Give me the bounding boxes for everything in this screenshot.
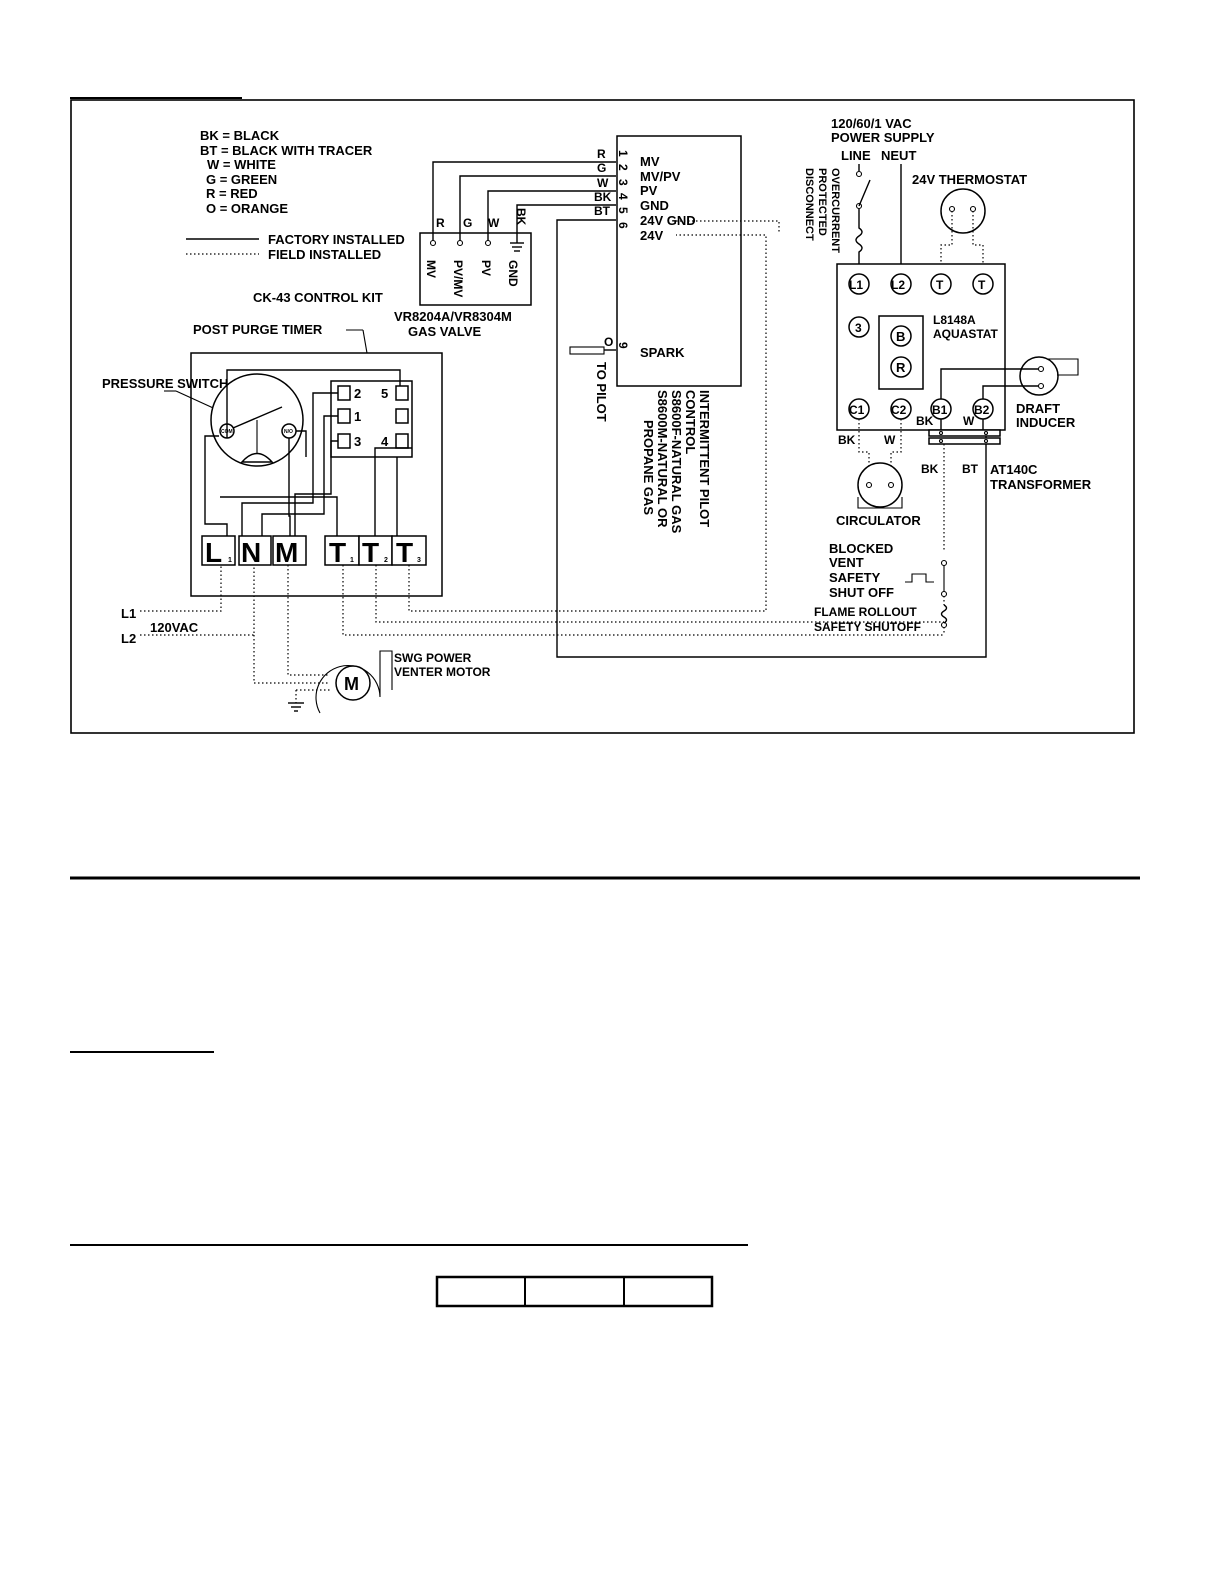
aquastat-model: L8148A	[933, 313, 976, 327]
legend-item: BT = BLACK WITH TRACER	[200, 143, 373, 158]
control-terminal-label: MV	[640, 154, 660, 169]
transformer-label: TRANSFORMER	[990, 477, 1092, 492]
empty-table	[437, 1277, 712, 1306]
line-label: LINE	[841, 148, 871, 163]
transformer	[921, 419, 1092, 550]
legend-item: BK = BLACK	[200, 128, 280, 143]
terminal-letter: M	[275, 537, 299, 568]
control-wire-color: W	[597, 176, 609, 190]
valve-wire-label: BK	[514, 208, 528, 226]
l2-label: L2	[121, 631, 137, 646]
flame-rollout-label: FLAME ROLLOUT	[814, 605, 917, 619]
draft-inducer-label: INDUCER	[1016, 415, 1076, 430]
spark-pin: 9	[616, 342, 630, 349]
thermostat-label: 24V THERMOSTAT	[912, 172, 1028, 187]
terminal-sub: 3	[417, 557, 421, 564]
com-label: COM	[221, 429, 233, 435]
circulator	[836, 419, 921, 528]
terminal-letter: T	[329, 537, 347, 568]
terminal-sub: 1	[228, 557, 232, 564]
timer-pin: 2	[354, 386, 362, 401]
ignition-control	[570, 136, 741, 534]
control-kit	[102, 290, 442, 596]
control-title-line: CONTROL	[683, 390, 698, 455]
motor-letter: M	[344, 674, 359, 694]
spark-wire-color: O	[604, 335, 614, 349]
power-supply-line2: POWER SUPPLY	[831, 130, 935, 145]
control-terminal-label: 24V	[640, 228, 664, 243]
control-wire-color: BK	[594, 190, 612, 204]
timer-pin: 4	[381, 434, 389, 449]
control-pin: 3	[616, 179, 630, 186]
thermostat	[912, 172, 1027, 274]
venter-motor	[316, 651, 491, 713]
terminal-letter: N	[241, 537, 262, 568]
aquastat-terminal: L2	[891, 278, 906, 292]
control-pin: 5	[616, 207, 630, 214]
disconnect-label: OVERCURRENT	[829, 168, 841, 253]
post-purge-timer-label: POST PURGE TIMER	[193, 322, 323, 337]
terminal-letter: L	[205, 537, 223, 568]
aquastat-name: AQUASTAT	[933, 327, 998, 341]
blocked-vent-label: SHUT OFF	[829, 585, 894, 600]
control-title-line: S8600M-NATURAL OR	[655, 390, 670, 528]
legend-item: O = ORANGE	[206, 201, 288, 216]
motor-label: VENTER MOTOR	[394, 665, 491, 679]
transformer-label: AT140C	[990, 462, 1038, 477]
valve-wire-label: G	[463, 216, 473, 230]
timer-pin: 5	[381, 386, 389, 401]
control-wire-color: BT	[594, 204, 610, 218]
pilot-electrode	[570, 347, 604, 354]
factory-installed-label: FACTORY INSTALLED	[268, 232, 405, 247]
valve-wire-label: W	[488, 216, 500, 230]
control-terminal-label: 24V GND	[640, 213, 696, 228]
circulator-circle	[858, 463, 902, 507]
aquastat-terminal: L1	[849, 278, 864, 292]
neut-label: NEUT	[881, 148, 917, 163]
to-pilot-label: TO PILOT	[594, 362, 609, 422]
control-terminal-label: MV/PV	[640, 169, 681, 184]
aquastat	[837, 264, 1005, 430]
valve-terminal: GND	[506, 260, 520, 287]
blocked-vent-label: SAFETY	[829, 570, 881, 585]
control-kit-label: CK-43 CONTROL KIT	[253, 290, 383, 305]
timer-pin: 1	[354, 409, 362, 424]
legend-item: G = GREEN	[206, 172, 278, 187]
terminal-letter: T	[362, 537, 380, 568]
control-pin: 6	[616, 222, 630, 229]
control-wire-color: G	[597, 161, 607, 175]
valve-terminal: PV	[479, 260, 493, 277]
aquastat-terminal: C2	[891, 403, 907, 417]
aquastat-terminal: B1	[932, 403, 948, 417]
blocked-vent-label: BLOCKED	[829, 541, 894, 556]
motor-label: SWG POWER	[394, 651, 472, 665]
control-pin: 2	[616, 164, 630, 171]
valve-control-wires	[433, 162, 616, 241]
control-terminal-label: GND	[640, 198, 669, 213]
aquastat-terminal: B2	[974, 403, 990, 417]
blocked-vent-label: VENT	[829, 555, 864, 570]
line-style-legend	[186, 232, 405, 262]
terminal-sub: 2	[384, 557, 388, 564]
control-pin: 4	[616, 193, 630, 200]
disconnect-label: PROTECTED	[816, 168, 828, 236]
valve-terminal: MV	[424, 260, 438, 278]
transformer-bt: BT	[962, 462, 978, 476]
gas-valve-model: VR8204A/VR8304M	[394, 309, 512, 324]
no-label: N/O	[284, 429, 293, 435]
l1-label: L1	[121, 606, 137, 621]
color-legend	[200, 128, 373, 216]
gas-valve-name: GAS VALVE	[408, 324, 482, 339]
transformer-bk: BK	[921, 462, 939, 476]
flame-rollout-label: SAFETY SHUTOFF	[814, 620, 921, 634]
power-supply	[803, 116, 935, 273]
valve-wire-label: R	[436, 216, 445, 230]
safety-switches	[814, 541, 947, 635]
control-wire-color: R	[597, 147, 606, 161]
draft-w-label: W	[963, 414, 975, 428]
field-installed-label: FIELD INSTALLED	[268, 247, 382, 262]
draft-bk-label: BK	[916, 414, 934, 428]
aquastat-terminal: C1	[849, 403, 865, 417]
power-supply-line1: 120/60/1 VAC	[831, 116, 912, 131]
control-terminal-label: PV	[640, 183, 658, 198]
aquastat-b: B	[896, 329, 906, 344]
aquastat-three: 3	[855, 321, 862, 335]
control-pin: 1	[616, 150, 630, 157]
draft-inducer-circle	[1020, 357, 1058, 395]
aquastat-terminal: T	[978, 278, 986, 292]
spark-label: SPARK	[640, 345, 685, 360]
circulator-label: CIRCULATOR	[836, 513, 921, 528]
circulator-w: W	[884, 433, 896, 447]
valve-terminal: PV/MV	[451, 260, 465, 298]
gas-valve	[394, 208, 531, 339]
voltage-label: 120VAC	[150, 620, 199, 635]
aquastat-terminal: T	[936, 278, 944, 292]
thermostat-circle	[941, 189, 985, 233]
control-title-line: INTERMITTENT PILOT	[697, 390, 712, 528]
draft-inducer-label: DRAFT	[1016, 401, 1061, 416]
pressure-switch-label: PRESSURE SWITCH	[102, 376, 229, 391]
terminal-letter: T	[396, 537, 414, 568]
aquastat-r: R	[896, 360, 906, 375]
control-title-line: S8600F-NATURAL GAS	[669, 390, 684, 534]
disconnect-label: DISCONNECT	[803, 168, 815, 241]
circulator-bk: BK	[838, 433, 856, 447]
timer-pin: 3	[354, 434, 362, 449]
legend-item: W = WHITE	[207, 157, 276, 172]
legend-item: R = RED	[206, 186, 258, 201]
control-title-line: PROPANE GAS	[641, 420, 656, 516]
terminal-sub: 1	[350, 557, 354, 564]
